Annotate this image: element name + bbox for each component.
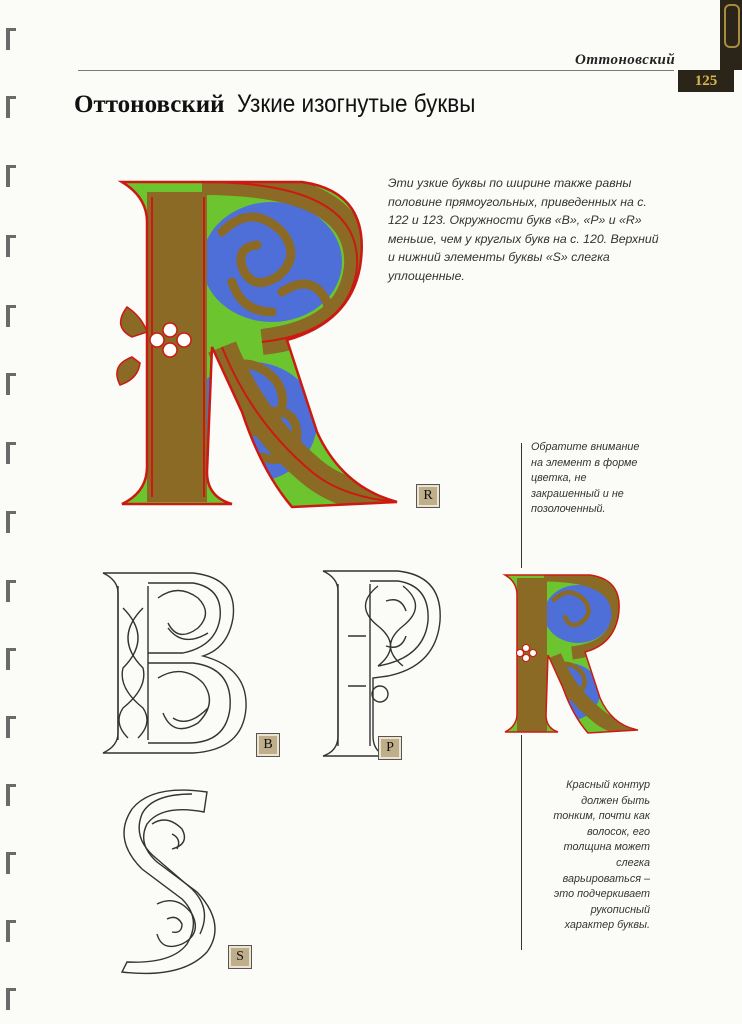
- binding-mark: [6, 442, 16, 464]
- page-binding: [0, 0, 22, 1024]
- note-red-outline: Красный контур должен быть тонким, почти как волосок, его толщина может слегка варьироваться – это подчеркивает рукописный характер буквы.: [553, 779, 650, 932]
- label-s: S: [228, 945, 252, 969]
- outline-letter-b: [98, 568, 254, 758]
- binding-mark: [6, 716, 16, 738]
- binding-mark: [6, 165, 16, 187]
- label-r-large: R: [416, 484, 440, 508]
- note-line-bottom: [521, 735, 522, 950]
- binding-mark: [6, 96, 16, 118]
- binding-mark: [6, 784, 16, 806]
- illuminated-letter-r-small: [500, 570, 642, 738]
- header-rule: [78, 70, 674, 71]
- note-line-top: [521, 443, 522, 568]
- title-subtitle: Узкие изогнутые буквы: [236, 90, 475, 118]
- binding-mark: [6, 852, 16, 874]
- running-head: Оттоновский: [575, 52, 676, 68]
- title-bold: Оттоновский: [74, 91, 225, 118]
- illuminated-letter-r-large: [112, 172, 412, 517]
- binding-mark: [6, 511, 16, 533]
- note-flower: Обратите внимание на элемент в форме цветка, не закрашенный и не позолоченный.: [531, 441, 640, 516]
- binding-mark: [6, 235, 16, 257]
- page-title: [74, 90, 501, 119]
- binding-mark: [6, 373, 16, 395]
- label-p: P: [378, 736, 402, 760]
- page-number: 125: [678, 70, 734, 92]
- corner-ornament: [720, 0, 742, 70]
- binding-mark: [6, 648, 16, 670]
- outline-letter-s: [112, 784, 224, 976]
- binding-mark: [6, 28, 16, 50]
- binding-mark: [6, 920, 16, 942]
- binding-mark: [6, 580, 16, 602]
- binding-mark: [6, 988, 16, 1010]
- label-b: B: [256, 733, 280, 757]
- intro-paragraph: Эти узкие буквы по ширине также равны половине прямоугольных, приведенных на с. 122 и 123. Окружности букв «B», «P» и «R» меньше, чем у круглых букв на с. 120. Верхний и нижний элементы буквы «S» слегка уплощенные.: [388, 176, 659, 283]
- outline-letter-p: [318, 566, 448, 758]
- binding-mark: [6, 305, 16, 327]
